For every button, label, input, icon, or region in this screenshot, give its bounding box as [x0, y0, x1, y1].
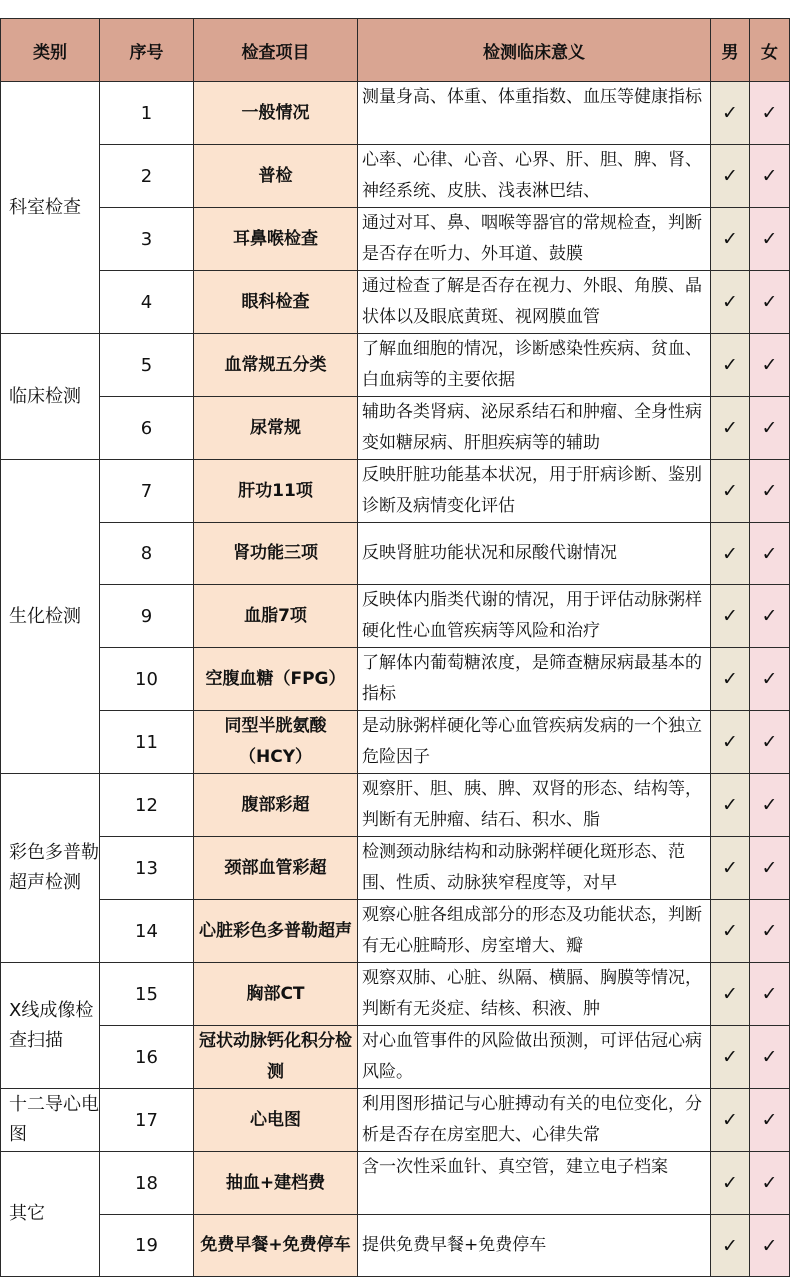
exam-item: 普检: [194, 145, 358, 208]
exam-description-text: 反映肝脏功能基本状况，用于肝病诊断、鉴别诊断及病情变化评估: [362, 465, 702, 516]
female-check-icon: ✓: [750, 145, 790, 208]
table-row: [1, 1215, 790, 1277]
exam-description: [358, 1152, 711, 1215]
male-check-icon: ✓: [711, 82, 750, 145]
female-check-icon: ✓: [750, 900, 790, 963]
exam-description: [358, 397, 711, 460]
female-check-icon: ✓: [750, 334, 790, 397]
male-check-icon: ✓: [711, 711, 750, 774]
category-cell: 科室检查: [1, 82, 100, 334]
exam-item: 冠状动脉钙化积分检测: [194, 1026, 358, 1089]
exam-item: 免费早餐+免费停车: [194, 1215, 358, 1277]
category-cell: X线成像检查扫描: [1, 963, 100, 1089]
exam-item: 空腹血糖（FPG）: [194, 648, 358, 711]
row-number: 15: [100, 963, 194, 1026]
exam-description: [358, 208, 711, 271]
category-cell: 临床检测: [1, 334, 100, 460]
category-cell: 十二导心电图: [1, 1089, 100, 1152]
exam-description: [358, 334, 711, 397]
exam-item: 肝功11项: [194, 460, 358, 523]
table-row: [1, 1152, 790, 1215]
table-row: [1, 585, 790, 648]
exam-item: 同型半胱氨酸（HCY）: [194, 711, 358, 774]
male-check-icon: ✓: [711, 523, 750, 585]
exam-description-text: 辅助各类肾病、泌尿系结石和肿瘤、全身性病变如糖尿病、肝胆疾病等的辅助: [362, 402, 702, 453]
exam-description: [358, 82, 711, 145]
exam-description: [358, 1089, 711, 1152]
male-check-icon: ✓: [711, 1089, 750, 1152]
male-check-icon: ✓: [711, 145, 750, 208]
male-check-icon: ✓: [711, 1215, 750, 1277]
exam-description: [358, 585, 711, 648]
row-number: 4: [100, 271, 194, 334]
female-check-icon: ✓: [750, 774, 790, 837]
female-check-icon: ✓: [750, 963, 790, 1026]
female-check-icon: ✓: [750, 585, 790, 648]
male-check-icon: ✓: [711, 648, 750, 711]
female-check-icon: ✓: [750, 1215, 790, 1277]
female-check-icon: ✓: [750, 1026, 790, 1089]
exam-item: 血脂7项: [194, 585, 358, 648]
table-row: [1, 774, 790, 837]
table-row: [1, 397, 790, 460]
exam-description-text: 心率、心律、心音、心界、肝、胆、脾、肾、神经系统、皮肤、浅表淋巴结、: [362, 150, 702, 201]
exam-description: [358, 1026, 711, 1089]
male-check-icon: ✓: [711, 1152, 750, 1215]
header-no: 序号: [100, 19, 194, 82]
row-number: 5: [100, 334, 194, 397]
exam-item: 心脏彩色多普勒超声: [194, 900, 358, 963]
table-row: [1, 711, 790, 774]
table-row: [1, 963, 790, 1026]
table-row: [1, 1089, 790, 1152]
male-check-icon: ✓: [711, 208, 750, 271]
table-row: [1, 82, 790, 145]
exam-description-text: 观察肝、胆、胰、脾、双肾的形态、结构等，判断有无肿瘤、结石、积水、脂: [362, 779, 702, 830]
exam-description-text: 观察心脏各组成部分的形态及功能状态，判断有无心脏畸形、房室增大、瓣: [362, 905, 702, 956]
female-check-icon: ✓: [750, 1152, 790, 1215]
male-check-icon: ✓: [711, 900, 750, 963]
exam-item: 眼科检查: [194, 271, 358, 334]
header-row: [1, 19, 790, 82]
female-check-icon: ✓: [750, 397, 790, 460]
table-row: [1, 1026, 790, 1089]
male-check-icon: ✓: [711, 334, 750, 397]
table-row: [1, 523, 790, 585]
exam-description-text: 了解血细胞的情况，诊断感染性疾病、贫血、白血病等的主要依据: [362, 339, 702, 390]
female-check-icon: ✓: [750, 1089, 790, 1152]
exam-description: [358, 774, 711, 837]
male-check-icon: ✓: [711, 837, 750, 900]
category-cell: 彩色多普勒超声检测: [1, 774, 100, 963]
row-number: 2: [100, 145, 194, 208]
exam-description: [358, 271, 711, 334]
table-row: [1, 460, 790, 523]
row-number: 6: [100, 397, 194, 460]
male-check-icon: ✓: [711, 1026, 750, 1089]
exam-item: 尿常规: [194, 397, 358, 460]
exam-description: [358, 837, 711, 900]
exam-item: 心电图: [194, 1089, 358, 1152]
female-check-icon: ✓: [750, 208, 790, 271]
exam-item: 颈部血管彩超: [194, 837, 358, 900]
table-row: [1, 334, 790, 397]
row-number: 17: [100, 1089, 194, 1152]
exam-description-text: 通过检查了解是否存在视力、外眼、角膜、晶状体以及眼底黄斑、视网膜血管: [362, 276, 702, 327]
exam-description-text: 测量身高、体重、体重指数、血压等健康指标: [362, 87, 702, 107]
female-check-icon: ✓: [750, 711, 790, 774]
exam-description-text: 了解体内葡萄糖浓度，是筛查糖尿病最基本的指标: [362, 653, 702, 704]
exam-description: [358, 145, 711, 208]
female-check-icon: ✓: [750, 460, 790, 523]
female-check-icon: ✓: [750, 82, 790, 145]
row-number: 12: [100, 774, 194, 837]
exam-table: [0, 18, 790, 1277]
female-check-icon: ✓: [750, 523, 790, 585]
row-number: 9: [100, 585, 194, 648]
row-number: 10: [100, 648, 194, 711]
table-row: [1, 900, 790, 963]
exam-description-text: 通过对耳、鼻、咽喉等器官的常规检查，判断是否存在听力、外耳道、鼓膜: [362, 213, 702, 264]
table-row: [1, 271, 790, 334]
exam-description-text: 观察双肺、心脏、纵隔、横膈、胸膜等情况，判断有无炎症、结核、积液、肿: [362, 968, 702, 1019]
row-number: 11: [100, 711, 194, 774]
exam-table-container: [0, 18, 790, 1277]
row-number: 1: [100, 82, 194, 145]
row-number: 7: [100, 460, 194, 523]
exam-description-text: 对心血管事件的风险做出预测，可评估冠心病风险。: [362, 1031, 702, 1082]
header-male: 男: [711, 19, 750, 82]
exam-item: 胸部CT: [194, 963, 358, 1026]
female-check-icon: ✓: [750, 837, 790, 900]
header-item: 检查项目: [194, 19, 358, 82]
row-number: 13: [100, 837, 194, 900]
exam-description-text: 反映体内脂类代谢的情况，用于评估动脉粥样硬化性心血管疾病等风险和治疗: [362, 590, 702, 641]
header-female: 女: [750, 19, 790, 82]
table-row: [1, 648, 790, 711]
table-row: [1, 837, 790, 900]
male-check-icon: ✓: [711, 963, 750, 1026]
exam-item: 血常规五分类: [194, 334, 358, 397]
exam-description: [358, 648, 711, 711]
row-number: 14: [100, 900, 194, 963]
header-category: 类别: [1, 19, 100, 82]
exam-description: 反映肾脏功能状况和尿酸代谢情况: [358, 523, 711, 585]
exam-description-text: 是动脉粥样硬化等心血管疾病发病的一个独立危险因子: [362, 716, 702, 767]
exam-description: [358, 711, 711, 774]
male-check-icon: ✓: [711, 774, 750, 837]
exam-description: [358, 460, 711, 523]
header-meaning: 检测临床意义: [358, 19, 711, 82]
row-number: 16: [100, 1026, 194, 1089]
exam-description: [358, 963, 711, 1026]
row-number: 19: [100, 1215, 194, 1277]
table-row: [1, 145, 790, 208]
male-check-icon: ✓: [711, 460, 750, 523]
male-check-icon: ✓: [711, 585, 750, 648]
exam-description: 提供免费早餐+免费停车: [358, 1215, 711, 1277]
male-check-icon: ✓: [711, 397, 750, 460]
category-cell: 其它: [1, 1152, 100, 1277]
category-cell: 生化检测: [1, 460, 100, 774]
exam-item: 抽血+建档费: [194, 1152, 358, 1215]
female-check-icon: ✓: [750, 648, 790, 711]
exam-item: 腹部彩超: [194, 774, 358, 837]
exam-description: [358, 900, 711, 963]
exam-description-text: 利用图形描记与心脏搏动有关的电位变化，分析是否存在房室肥大、心律失常: [362, 1094, 702, 1145]
exam-item: 一般情况: [194, 82, 358, 145]
exam-description-text: 检测颈动脉结构和动脉粥样硬化斑形态、范围、性质、动脉狭窄程度等，对早: [362, 842, 685, 893]
exam-description-text: 含一次性采血针、真空管，建立电子档案: [362, 1157, 668, 1177]
exam-item: 耳鼻喉检查: [194, 208, 358, 271]
male-check-icon: ✓: [711, 271, 750, 334]
row-number: 8: [100, 523, 194, 585]
exam-item: 肾功能三项: [194, 523, 358, 585]
table-row: [1, 208, 790, 271]
row-number: 18: [100, 1152, 194, 1215]
row-number: 3: [100, 208, 194, 271]
female-check-icon: ✓: [750, 271, 790, 334]
